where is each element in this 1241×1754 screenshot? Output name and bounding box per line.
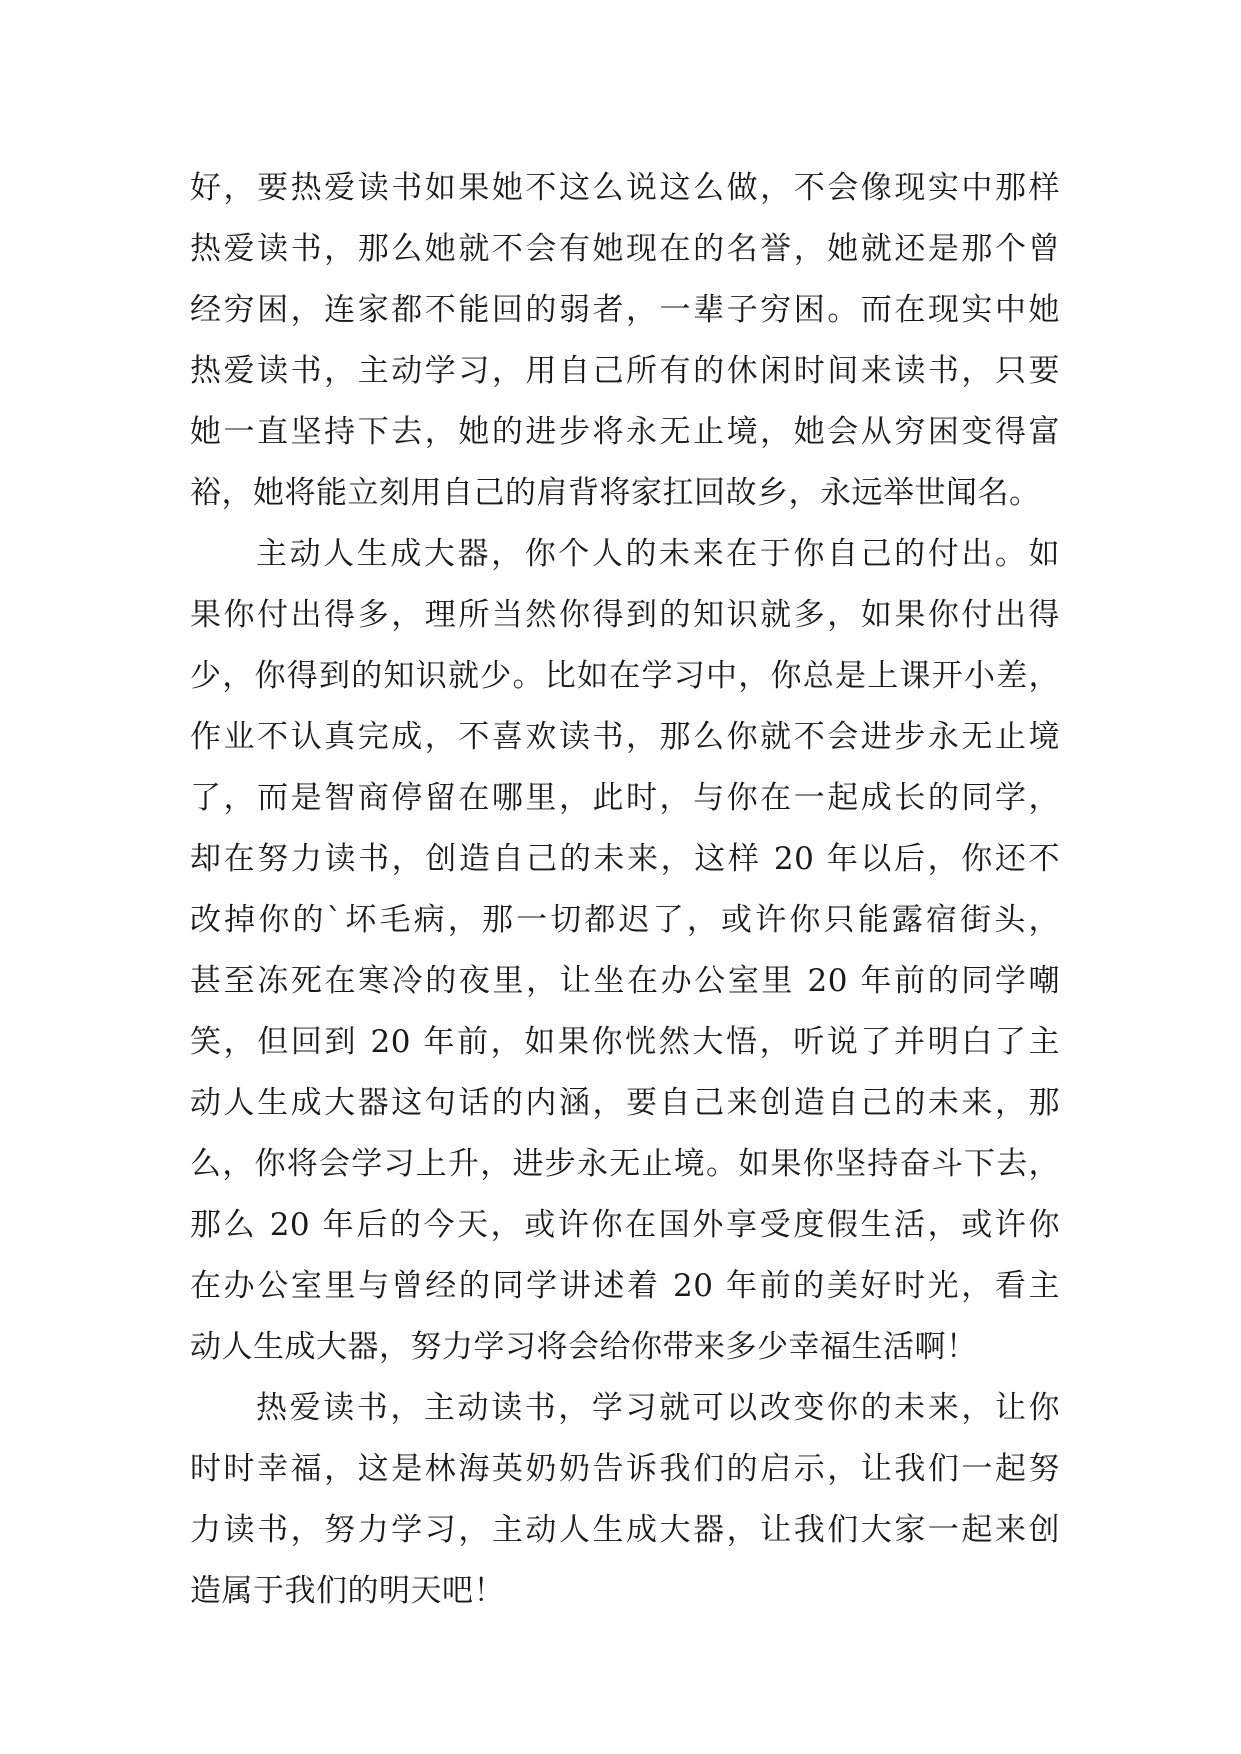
text-line: 少，你得到的知识就少。比如在学习中，你总是上课开小差， xyxy=(190,658,1060,694)
text-line: 裕，她将能立刻用自己的肩背将家扛回故乡，永远举世闻名。 xyxy=(190,475,1041,511)
text-line: 在办公室里与曾经的同学讲述着 20 年前的美好时光，看主 xyxy=(190,1268,1060,1304)
text-line: 那么 20 年后的今天，或许你在国外享受度假生活，或许你 xyxy=(190,1207,1060,1243)
text-line: 作业不认真完成，不喜欢读书，那么你就不会进步永无止境 xyxy=(190,719,1060,755)
text-line: 却在努力读书，创造自己的未来，这样 20 年以后，你还不 xyxy=(190,841,1060,877)
text-line: 改掉你的`坏毛病，那一切都迟了，或许你只能露宿街头， xyxy=(190,902,1060,938)
essay-body xyxy=(190,158,1060,1622)
text-line: 果你付出得多，理所当然你得到的知识就多，如果你付出得 xyxy=(190,597,1060,633)
paragraph-start-line: 主动人生成大器，你个人的未来在于你自己的付出。如 xyxy=(256,536,1060,572)
text-line: 动人生成大器，努力学习将会给你带来多少幸福生活啊！ xyxy=(190,1329,978,1365)
text-line: 么，你将会学习上升，进步永无止境。如果你坚持奋斗下去， xyxy=(190,1146,1060,1182)
text-line: 造属于我们的明天吧！ xyxy=(190,1573,505,1609)
text-line: 力读书，努力学习，主动人生成大器，让我们大家一起来创 xyxy=(190,1512,1060,1548)
paragraph-start-line: 热爱读书，主动读书，学习就可以改变你的未来，让你 xyxy=(256,1390,1060,1426)
text-line: 动人生成大器这句话的内涵，要自己来创造自己的未来，那 xyxy=(190,1085,1060,1121)
text-line: 好，要热爱读书如果她不这么说这么做，不会像现实中那样 xyxy=(190,170,1060,206)
text-line: 时时幸福，这是林海英奶奶告诉我们的启示，让我们一起努 xyxy=(190,1451,1060,1487)
text-line: 经穷困，连家都不能回的弱者，一辈子穷困。而在现实中她 xyxy=(190,292,1060,328)
text-line: 了，而是智商停留在哪里，此时，与你在一起成长的同学， xyxy=(190,780,1060,816)
text-line: 热爱读书，那么她就不会有她现在的名誉，她就还是那个曾 xyxy=(190,231,1060,267)
text-line: 热爱读书，主动学习，用自己所有的休闲时间来读书，只要 xyxy=(190,353,1060,389)
text-line: 笑，但回到 20 年前，如果你恍然大悟，听说了并明白了主 xyxy=(190,1024,1060,1060)
text-line: 甚至冻死在寒冷的夜里，让坐在办公室里 20 年前的同学嘲 xyxy=(190,963,1060,999)
text-line: 她一直坚持下去，她的进步将永无止境，她会从穷困变得富 xyxy=(190,414,1060,450)
